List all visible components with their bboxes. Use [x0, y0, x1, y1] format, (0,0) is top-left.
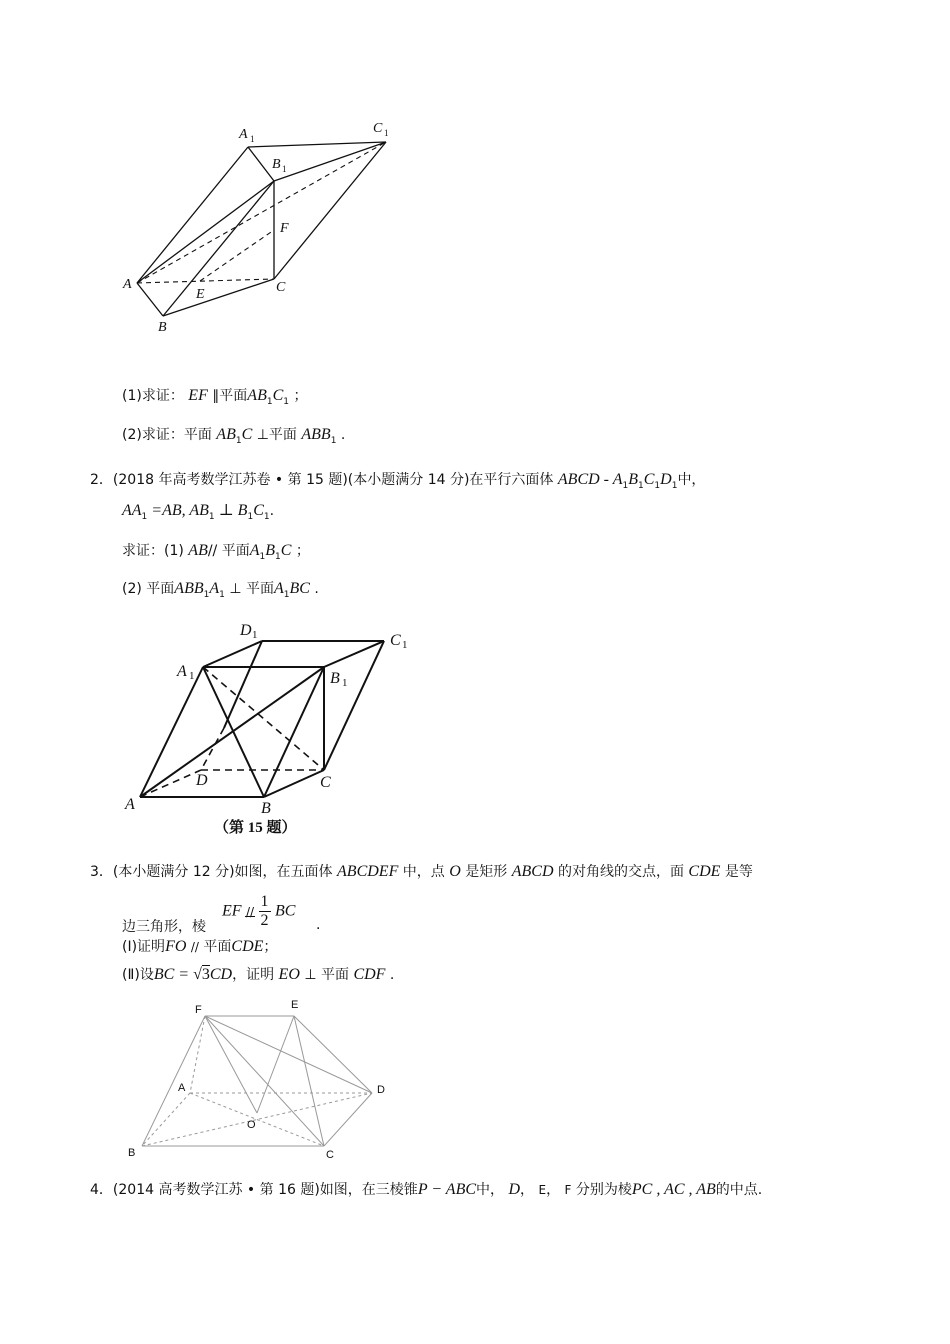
label-c1: C	[373, 121, 383, 136]
label-c: C	[326, 1149, 334, 1161]
label-c: C	[276, 280, 286, 295]
svg-text:1: 1	[402, 639, 408, 651]
svg-text:1: 1	[384, 128, 389, 138]
p3-ef-expression: EF // $\frac{1}{2}$ BC	[222, 893, 296, 929]
svg-text:1: 1	[342, 677, 348, 689]
svg-text:1: 1	[189, 670, 195, 682]
label-d: D	[196, 772, 208, 789]
p4-heading: 4．(2014 高考数学江苏 • 第 16 题)如图，在三棱锥P − ABC中， D， E， F 分别为棱PC , AC , AB的中点.	[90, 1181, 763, 1198]
label-o: O	[247, 1119, 256, 1131]
p3-question-1: (Ⅰ)证明FO // 平面CDE；	[122, 938, 278, 955]
p3-end2: .	[316, 917, 321, 933]
p2-condition: $AA_1 =AB$, $AB_1$ ⊥ $B_1C_1$.	[122, 502, 275, 522]
label-d1: D	[240, 622, 252, 639]
label-a: A	[178, 1082, 186, 1094]
label-b1: B	[272, 157, 281, 172]
label-d: D	[377, 1084, 385, 1096]
svg-text:1: 1	[250, 134, 255, 144]
fig2-caption: （第 15 题）	[214, 820, 297, 836]
label-c: C	[320, 774, 331, 791]
svg-text:1: 1	[282, 164, 287, 174]
p1-part1: (1)求证： EF ∥平面$AB_1C_1$ ；	[122, 387, 308, 407]
p3-question-2: (Ⅱ)设BC = √3CD，证明 EO ⊥ 平面 CDF .	[122, 966, 395, 983]
p2-heading: 2．(2018 年高考数学江苏卷 • 第 15 题)(本小题满分 14 分)在平行六面体 ABCD - $A_1B_1C_1D_1$中，	[90, 471, 706, 491]
p2-question-2: (2) 平面$ABB_1A_1$ ⊥ 平面$A_1BC$ .	[122, 580, 319, 600]
label-b: B	[128, 1147, 136, 1159]
label-a: A	[123, 277, 132, 292]
p3-heading: 3．(本小题满分 12 分)如图，在五面体 ABCDEF 中，点 O 是矩形 ABCD 的对角线的交点，面 CDE 是等	[90, 863, 753, 880]
label-a: A	[125, 796, 135, 813]
label-e: E	[196, 287, 205, 302]
label-a1: A	[239, 127, 248, 142]
p1-part2: (2)求证：平面 $AB_1C$ ⊥平面 $ABB_1$ .	[122, 426, 346, 446]
label-c1: C	[390, 632, 401, 649]
label-e: E	[291, 999, 299, 1011]
p2-question-1: 求证：(1) AB// 平面$A_1B_1C$ ；	[122, 542, 310, 562]
label-b: B	[261, 800, 271, 817]
label-f: F	[280, 221, 289, 236]
label-b1: B	[330, 670, 340, 687]
svg-text:1: 1	[252, 629, 258, 641]
label-b: B	[158, 320, 167, 335]
label-f: F	[195, 1004, 202, 1016]
p3-line2-text: 边三角形，棱	[122, 919, 206, 935]
label-a1: A	[177, 663, 187, 680]
